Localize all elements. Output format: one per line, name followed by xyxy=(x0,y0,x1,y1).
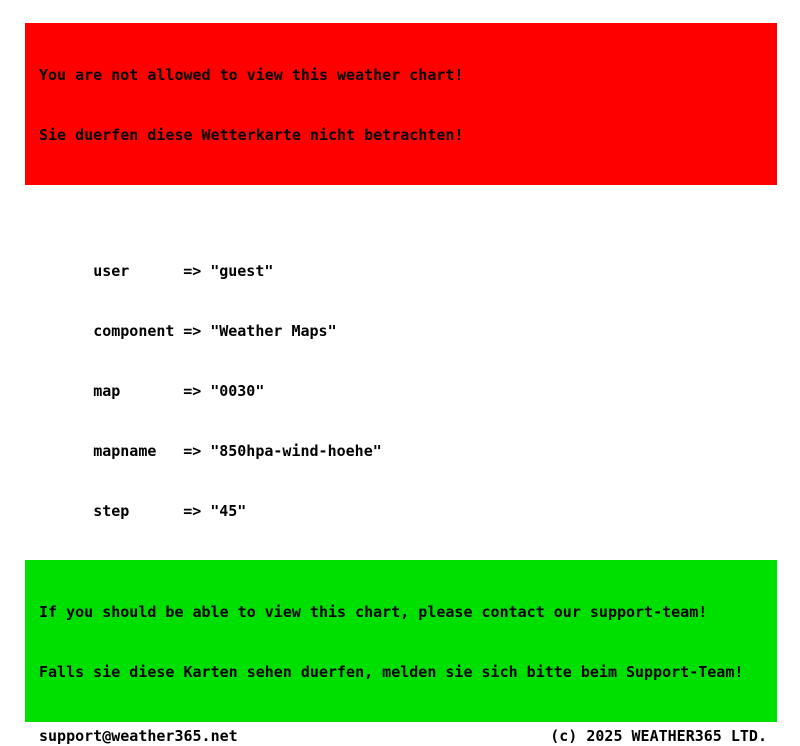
detail-value: "Weather Maps" xyxy=(210,322,337,340)
detail-row-user xyxy=(39,241,777,280)
error-banner xyxy=(25,23,777,185)
detail-arrow: => xyxy=(183,262,202,280)
error-banner-line-en: You are not allowed to view this weather chart! xyxy=(39,66,464,84)
detail-row-mapname xyxy=(39,421,777,460)
detail-arrow: => xyxy=(183,502,202,520)
detail-arrow: => xyxy=(183,322,202,340)
detail-arrow: => xyxy=(183,382,202,400)
detail-value: "45" xyxy=(210,502,247,520)
error-banner-line-de: Sie duerfen diese Wetterkarte nicht betrachten! xyxy=(39,126,464,144)
detail-key: component xyxy=(93,322,175,340)
detail-row-component xyxy=(39,301,777,340)
detail-value: "850hpa-wind-hoehe" xyxy=(210,442,382,460)
detail-value: "guest" xyxy=(210,262,274,280)
detail-key: user xyxy=(93,262,130,280)
error-page xyxy=(25,23,777,746)
detail-key: step xyxy=(93,502,130,520)
detail-row-step xyxy=(39,481,777,520)
footer xyxy=(25,726,777,746)
detail-row-map xyxy=(39,361,777,400)
copyright-notice: (c) 2025 WEATHER365 LTD. xyxy=(550,727,767,745)
detail-key: map xyxy=(93,382,121,400)
detail-value: "0030" xyxy=(210,382,265,400)
info-banner-line-en: If you should be able to view this chart, please contact our support-team! xyxy=(39,603,708,621)
detail-arrow: => xyxy=(183,442,202,460)
request-details xyxy=(25,201,777,541)
detail-key: mapname xyxy=(93,442,157,460)
support-email: support@weather365.net xyxy=(39,727,238,745)
info-banner xyxy=(25,560,777,722)
info-banner-line-de: Falls sie diese Karten sehen duerfen, melden sie sich bitte beim Support-Team! xyxy=(39,663,744,681)
